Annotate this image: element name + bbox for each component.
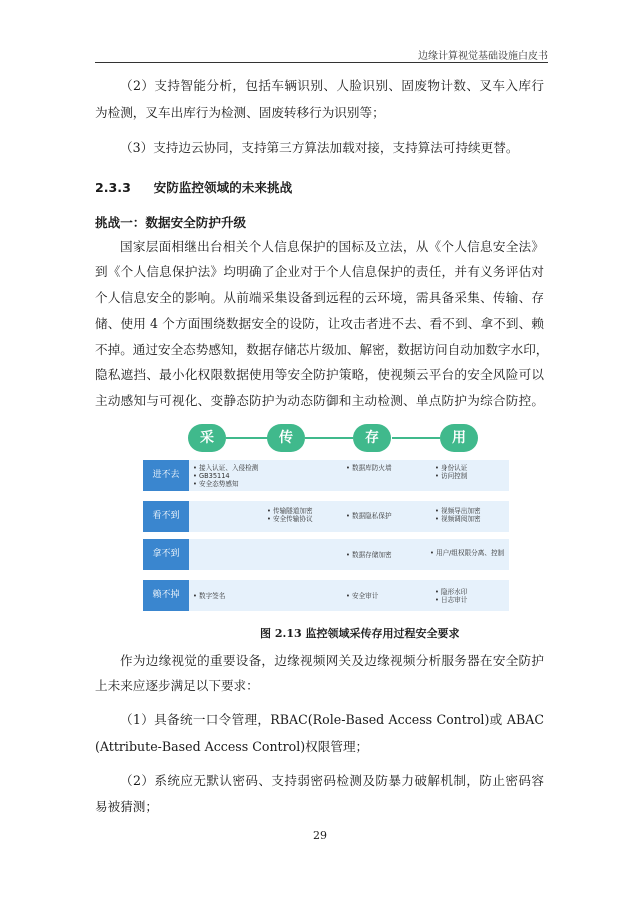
stage-store: 存 [353,424,391,452]
cell-store [346,464,392,472]
cell-store [346,512,392,520]
body-line-7: 主动感知与可视化、变静态防护为动态防御和主动检测、单点防护为综合防控。 [95,393,544,408]
bullet-item: • 身份认证 [435,464,468,472]
bullet-item: • 数据库防火墙 [346,464,392,472]
bullet-item: • 安全传输协议 [267,515,313,523]
bullet-item: • 数据隐私保护 [346,512,392,520]
stage-connector [392,437,440,439]
stage-transmit: 传 [267,424,305,452]
bullet-item: • GB35114 [193,472,230,480]
cell-collect [193,464,258,488]
body-line-2: 到《个人信息保护法》均明确了企业对于个人信息保护的责任，并有义务评估对 [95,264,544,279]
row-label: 赖不掉 [143,580,189,611]
bullet-item: • 隐形水印 [435,588,468,596]
section-number: 2.3.3 [95,180,131,195]
para3-line2: 上未来应逐步满足以下要求： [95,678,259,693]
req1-line1: （1）具备统一口令管理，RBAC(Role-Based Access Control)或 ABAC [120,712,544,727]
req2-line1: （2）系统应无默认密码、支持弱密码检测及防暴力破解机制，防止密码容 [120,773,544,788]
cell-use [435,464,467,480]
body-line-5: 不掉。通过安全态势感知，数据存储芯片级加、解密，数据访问自动加数字水印， [95,342,549,357]
row-label: 进不去 [143,460,189,491]
bullet-item: • 日志审计 [435,596,468,604]
para2-line1: （3）支持边云协同，支持第三方算法加载对接，支持算法可持续更替。 [120,140,519,155]
body-line-4: 储、使用 4 个方面围绕数据安全的设防，让攻击者进不去、看不到、拿不到、赖 [95,316,544,331]
para1-line2: 为检测，叉车出库行为检测、固废转移行为识别等； [95,105,385,120]
section-heading [95,179,292,197]
bullet-item: • 视频调阅加密 [435,515,481,523]
bullet-item: • 接入认证、入侵检测 [193,464,259,472]
cell-use [435,507,481,523]
bullet-item: • 安全态势感知 [193,480,239,488]
body-line-1: 国家层面相继出台相关个人信息保护的国标及立法，从《个人信息安全法》 [120,239,544,254]
req1-line2: (Attribute-Based Access Control)权限管理； [95,739,369,754]
bullet-item: • 访问控制 [435,472,468,480]
para3-line1: 作为边缘视觉的重要设备，边缘视频网关及边缘视频分析服务器在安全防护 [120,653,544,668]
figure-caption: 图 2.13 监控领域采传存用过程安全要求 [260,627,460,640]
running-header: 边缘计算视觉基础设施白皮书 [418,51,548,62]
bullet-item: • 数据存储加密 [346,551,392,559]
header-rule [95,62,548,63]
stage-collect: 采 [188,424,226,452]
section-title: 安防监控领域的未来挑战 [153,180,293,195]
cell-use [430,549,504,557]
stage-connector [305,437,353,439]
row-label: 拿不到 [143,539,189,570]
req2-line2: 易被猜测； [95,799,158,814]
challenge-title: 挑战一：数据安全防护升级 [95,215,247,230]
stage-use: 用 [440,424,478,452]
bullet-item: • 数字签名 [193,592,226,600]
cell-use [435,588,467,604]
bullet-item: • 视频导出加密 [435,507,481,515]
bullet-item: • 传输隧道加密 [267,507,313,515]
cell-collect [193,592,225,600]
bullet-item: • 用户/组权限分离、控制 [430,549,505,557]
body-line-6: 隐私遮挡、最小化权限数据使用等安全防护策略，使视频云平台的安全风险可以 [95,367,544,382]
cell-transmit [267,507,313,523]
bullet-item: • 安全审计 [346,592,379,600]
para1-line1: （2）支持智能分析，包括车辆识别、人脸识别、固废物计数、叉车入库行 [120,78,544,93]
row-label: 看不到 [143,501,189,532]
cell-store [346,592,378,600]
page-number: 29 [313,829,327,842]
cell-store [346,551,392,559]
body-line-3: 个人信息安全的影响。从前端采集设备到远程的云环境，需具备采集、传输、存 [95,290,544,305]
